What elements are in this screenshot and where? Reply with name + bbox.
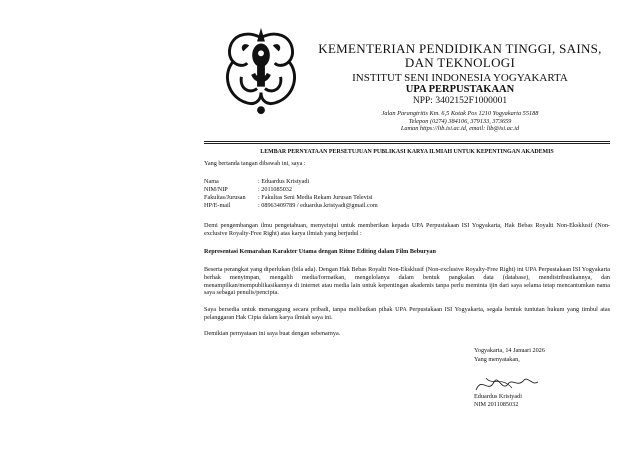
unit-name: UPA PERPUSTAKAAN: [405, 84, 515, 95]
rights-paragraph: Beserta perangkat yang diperlukan (bila ada). Dengan Hak Bebas Royalti Non-Eksklusif (Non-exclusive Royalty-Free Right) ini UPA Perpustakaan ISI Yogyakarta berhak menyimpan, mengalih media/formatkan, mengelolanya dalam bentuk pangkalan data (database), mendistribusikannya, dan menampilkan/mempublikasikannya di internet atau media lain untuk kepentingan akademis tanpa perlu meminta ijin dari saya selama tetap mencantumkan nama saya sebagai penulis/pencipta.: [204, 266, 610, 297]
field-row-nim: [204, 186, 292, 194]
place-date: Yogyakarta, 14 Januari 2026: [474, 347, 545, 354]
field-label: Nama: [204, 178, 219, 185]
signer-nim: NIM 2011085032: [474, 401, 519, 408]
letterhead: [310, 42, 610, 107]
isi-yogyakarta-emblem-icon: [212, 20, 310, 118]
header-divider: [204, 141, 610, 142]
field-row-faculty: [204, 194, 373, 202]
field-value: : Eduardus Kristyadi: [258, 178, 310, 185]
intro-text: Yang bertanda tangan dibawah ini, saya :: [204, 160, 306, 167]
declarer-label: Yang menyatakan,: [474, 356, 520, 363]
web-email-line: Laman https://lib.isi.ac.id, email: lib@isi.ac.id: [400, 125, 520, 133]
field-label: Fakultas/Jurusan: [204, 194, 246, 201]
consent-paragraph: Demi pengembangan ilmu pengetahuan, menyetujui untuk memberikan kepada UPA Perpustakaan ISI Yogyakarta, Hak Bebas Royalti Non-Eksklusif (Non-exclusive Royalty-Free Right) atas karya ilmiah yang berjudul :: [204, 222, 610, 237]
field-label: HP/E-mail: [204, 202, 231, 209]
signer-name: Eduardus Kristyadi: [474, 393, 522, 400]
ministry-name-line2: DAN TEKNOLOGI: [404, 55, 516, 70]
closing-paragraph: Demikian pernyataan ini saya buat dengan sebenarnya.: [204, 330, 341, 337]
liability-paragraph: Saya bersedia untuk menanggung secara pribadi, tanpa melibatkan pihak UPA Perpustakaan ISI Yogyakarta, segala bentuk tuntutan hukum yang timbul atas pelanggaran Hak Cipta dalam karya ilmiah saya ini.: [204, 306, 610, 321]
ministry-name-line1: KEMENTERIAN PENDIDIKAN TINGGI, SAINS,: [318, 41, 602, 56]
field-row-contact: [204, 202, 378, 210]
npp-number: NPP: 3402152F1000001: [412, 96, 508, 106]
document-title: LEMBAR PERNYATAAN PERSETUJUAN PUBLIKASI KARYA ILMIAH UNTUK KEPENTINGAN AKADEMIS: [260, 149, 554, 155]
letterhead-address: [330, 110, 590, 133]
phone-line: Telepon (0274) 384106, 379133, 373659: [408, 117, 512, 125]
header-divider-thin: [204, 143, 610, 144]
work-title: Representasi Kemarahan Karakter Utama dengan Ritme Editing dalam Film Beburyan: [204, 248, 436, 255]
field-label: NIM/NIP: [204, 186, 228, 193]
field-value: : Fakultas Seni Media Rekam Jurusan Televisi: [258, 194, 373, 201]
field-row-name: [204, 178, 309, 186]
institute-name: INSTITUT SENI INDONESIA YOGYAKARTA: [352, 72, 568, 84]
address-line: Jalan Parangtritis Km. 6,5 Kotak Pos 1210 Yogyakarta 55188: [381, 110, 539, 117]
field-value: : 08963409789 / eduardus.kristyadi@gmail.com: [258, 202, 378, 209]
field-value: : 2011085032: [258, 186, 292, 193]
